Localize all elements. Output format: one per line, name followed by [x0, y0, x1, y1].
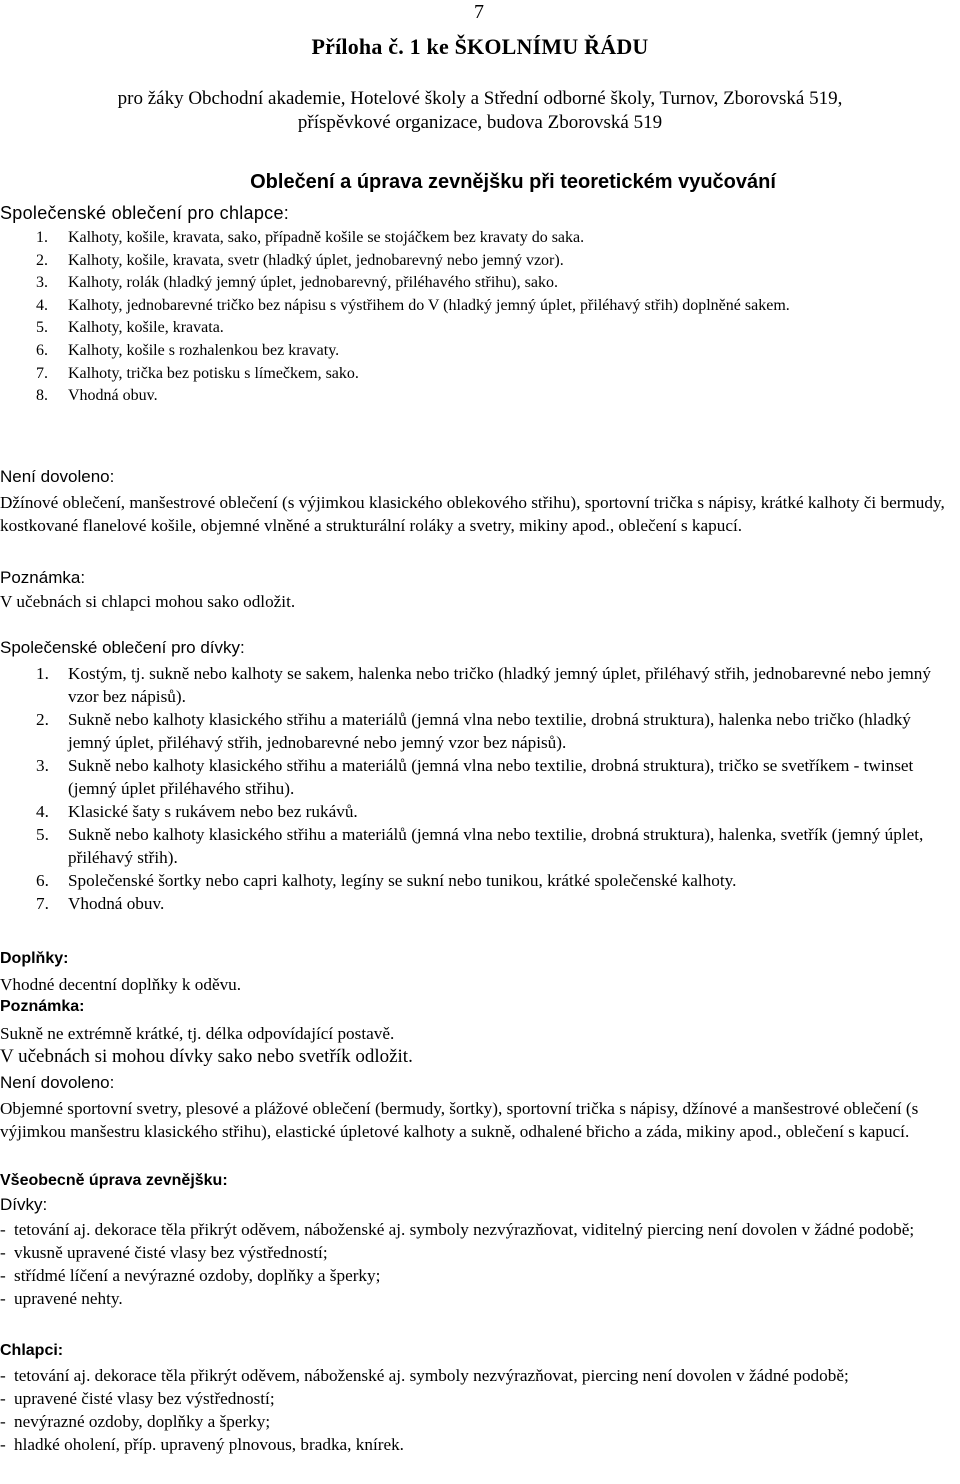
girls-heading: Společenské oblečení pro dívky: — [0, 638, 245, 657]
list-item: - hladké oholení, příp. upravený plnovous, bradka, knírek. — [0, 1435, 404, 1454]
page-number: 7 — [474, 1, 484, 23]
list-item: 4. Kalhoty, jednobarevné tričko bez nápisu s výstřihem do V (hladký jemný úplet, přiléhavý střih) doplněné sakem. — [36, 296, 790, 314]
accessories-note-text2: V učebnách si mohou dívky sako nebo svetřík odložit. — [0, 1046, 413, 1067]
list-item: 6. Společenské šortky nebo capri kalhoty, legíny se sukní nebo tunikou, krátké společenské kalhoty. — [36, 871, 737, 890]
boys-not-allowed-label: Není dovoleno: — [0, 467, 115, 486]
list-item: - nevýrazné ozdoby, doplňky a šperky; — [0, 1412, 271, 1431]
list-item: 3. Sukně nebo kalhoty klasického střihu a materiálů (jemná vlna nebo textilie, drobná struktura), tričko se svetříkem - twinset (jemný úplet přiléhavého střihu). — [36, 756, 914, 798]
list-item: - vkusně upravené čisté vlasy bez výstředností; — [0, 1243, 328, 1262]
girls-list — [0, 662, 945, 915]
list-item: 1. Kostým, tj. sukně nebo kalhoty se sakem, halenka nebo tričko (hladký jemný úplet, přiléhavý střih, jednobarevné nebo jemný vzor bez nápisů). — [36, 664, 931, 706]
subtitle-line1: pro žáky Obchodní akademie, Hotelové školy a Střední odborné školy, Turnov, Zborovská 519, — [117, 88, 843, 109]
list-item: - tetování aj. dekorace těla přikrýt oděvem, náboženské aj. symboly nezvýrazňovat, viditelný piercing není dovolen v žádné podobě; — [0, 1220, 915, 1239]
accessories-text: Vhodné decentní doplňky k oděvu. — [0, 975, 242, 994]
accessories-not-allowed-label: Není dovoleno: — [0, 1073, 115, 1092]
accessories-note-text1: Sukně ne extrémně krátké, tj. délka odpovídající postavě. — [0, 1024, 395, 1043]
boys-not-allowed-text: Džínové oblečení, manšestrové oblečení (s výjimkou klasického oblekového střihu), sportovní trička s nápisy, krátké kalhoty či bermudy, kostkované flanelové košile, objemné vlněné a strukturální roláky a svetry, mikiny apod., oblečení s kapucí. — [0, 493, 945, 535]
list-item: 6. Kalhoty, košile s rozhalenkou bez kravaty. — [36, 341, 340, 359]
list-item: 5. Sukně nebo kalhoty klasického střihu a materiálů (jemná vlna nebo textilie, drobná struktura), halenka, svetřík (jemný úplet, přiléhavý střih). — [36, 825, 924, 867]
list-item: 7. Kalhoty, trička bez potisku s límečkem, sako. — [36, 364, 359, 382]
list-item: 2. Sukně nebo kalhoty klasického střihu a materiálů (jemná vlna nebo textilie, drobná struktura), halenka nebo tričko (hladký jemný úplet, přiléhavý střih, jednobarevné nebo jemný vzor bez nápisů). — [36, 710, 911, 752]
list-item: 8. Vhodná obuv. — [36, 387, 158, 405]
list-item: - tetování aj. dekorace těla přikrýt oděvem, náboženské aj. symboly nezvýrazňovat, piercing není dovolen v žádné podobě; — [0, 1366, 849, 1385]
general-boys-list — [0, 1364, 960, 1456]
list-item: 7. Vhodná obuv. — [36, 894, 165, 913]
accessories-label: Doplňky: — [0, 950, 69, 967]
general-girls-list — [0, 1218, 940, 1310]
general-girls-label: Dívky: — [0, 1195, 48, 1214]
boys-list — [0, 227, 960, 408]
accessories-not-allowed-text: Objemné sportovní svetry, plesové a plážové oblečení (bermudy, šortky), sportovní trička s nápisy, džínové a manšestrové oblečení (s výjimkou manšestru klasického střihu), elastické úpletové kalhoty a sukně, odhalené břicho a záda, mikiny apod., oblečení s kapucí. — [0, 1099, 919, 1141]
list-item: - střídmé líčení a nevýrazné ozdoby, doplňky a šperky; — [0, 1266, 381, 1285]
boys-heading: Společenské oblečení pro chlapce: — [0, 203, 290, 223]
general-heading: Všeobecně úprava zevnějšku: — [0, 1172, 228, 1189]
list-item: 1. Kalhoty, košile, kravata, sako, případně košile se stojáčkem bez kravaty do saka. — [36, 229, 585, 246]
list-item: - upravené nehty. — [0, 1289, 123, 1308]
list-item: 2. Kalhoty, košile, kravata, svetr (hladký úplet, jednobarevný nebo jemný vzor). — [36, 251, 564, 269]
general-boys-label: Chlapci: — [0, 1342, 64, 1359]
page-title: Příloha č. 1 ke ŠKOLNÍMU ŘÁDU — [311, 34, 649, 59]
boys-note-text: V učebnách si chlapci mohou sako odložit. — [0, 592, 296, 611]
main-heading: Oblečení a úprava zevnějšku při teoretickém vyučování — [250, 171, 776, 193]
subtitle-line2: příspěvkové organizace, budova Zborovská 519 — [297, 112, 663, 133]
accessories-note-label: Poznámka: — [0, 998, 85, 1015]
list-item: - upravené čisté vlasy bez výstředností; — [0, 1389, 275, 1408]
boys-note-label: Poznámka: — [0, 568, 86, 587]
list-item: 3. Kalhoty, rolák (hladký jemný úplet, jednobarevný, přiléhavého střihu), sako. — [36, 274, 558, 292]
list-item: 4. Klasické šaty s rukávem nebo bez rukávů. — [36, 802, 358, 821]
list-item: 5. Kalhoty, košile, kravata. — [36, 319, 224, 337]
